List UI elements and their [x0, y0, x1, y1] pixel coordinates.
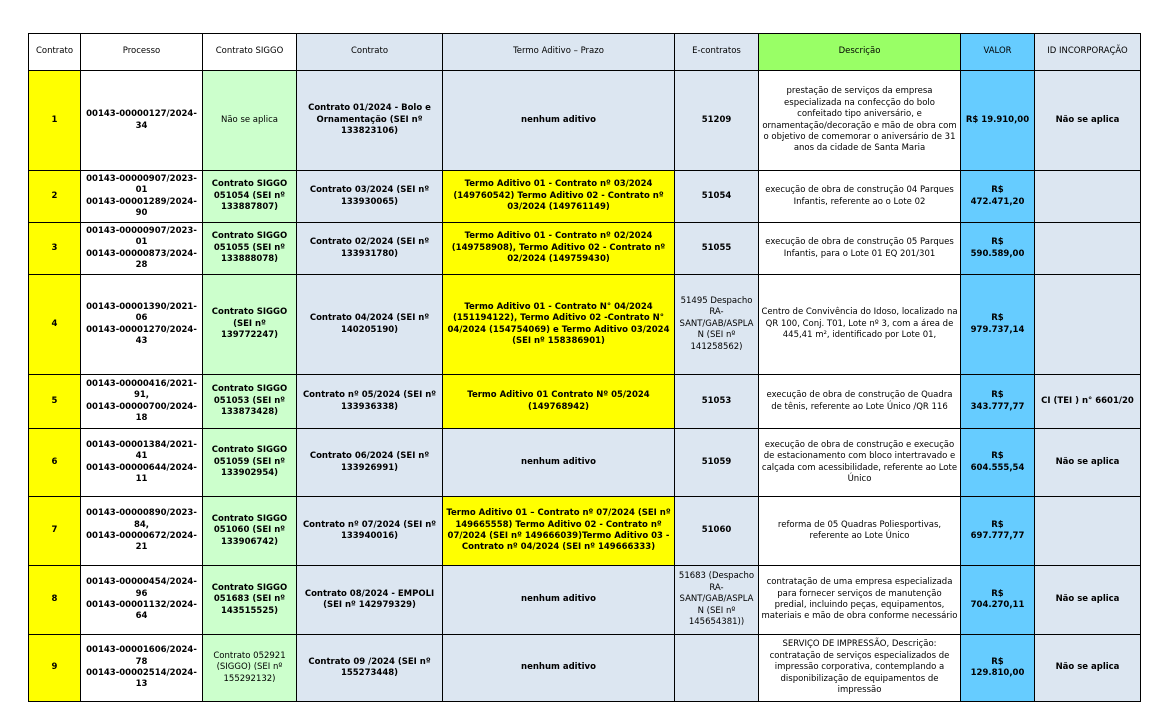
cell-num: 7 — [29, 497, 81, 566]
processo-line: 00143-00002514/2024-13 — [86, 668, 197, 690]
header-descricao: Descrição — [759, 34, 961, 71]
processo-line: 00143-00001384/2021-41 — [86, 439, 197, 462]
header-termo-aditivo: Termo Aditivo – Prazo — [443, 34, 675, 71]
cell-id — [1035, 223, 1141, 275]
cell-termo: Termo Aditivo 01 - Contrato N° 04/2024 (151194122), Termo Aditivo 02 -Contrato N° 04/2024 (154754069) e Termo Aditivo 03/2024 (SEI nº 158386901) — [443, 275, 675, 375]
processo-line: 00143-00000907/2023-01 — [86, 225, 197, 248]
cell-contrato: Contrato 02/2024 (SEI nº 133931780) — [297, 223, 443, 275]
cell-descricao: reforma de 05 Quadras Poliesportivas, referente ao Lote Único — [759, 497, 961, 566]
cell-termo: Termo Aditivo 01 - Contrato nº 03/2024 (149760542) Termo Aditivo 02 - Contrato nº 03/2024 (149761149) — [443, 171, 675, 223]
cell-econtratos: 51495 Despacho RA-SANT/GAB/ASPLAN (SEI nº 141258562) — [675, 275, 759, 375]
cell-econtratos: 51053 — [675, 375, 759, 429]
cell-termo: Termo Aditivo 01 – Contrato nº 07/2024 (SEI nº 149665558) Termo Aditivo 02 - Contrato nº 07/2024 (SEI nº 149666039)Termo Aditivo 03 - Contrato nº 04/2024 (SEI nº 149666333) — [443, 497, 675, 566]
processo-line: 00143-00000907/2023-01 — [86, 173, 197, 196]
cell-id: Não se aplica — [1035, 635, 1141, 702]
cell-descricao: execução de obra de construção 05 Parques Infantis, para o Lote 01 EQ 201/301 — [759, 223, 961, 275]
table-row — [29, 223, 1141, 275]
cell-num: 8 — [29, 566, 81, 635]
cell-siggo: Contrato SIGGO 051059 (SEI nº 133902954) — [203, 429, 297, 497]
cell-valor: R$ 697.777,77 — [961, 497, 1035, 566]
processo-line: 00143-00000700/2024-18 — [86, 401, 197, 423]
cell-processo — [81, 497, 203, 566]
cell-num: 4 — [29, 275, 81, 375]
processo-line: 00143-00000644/2024-11 — [86, 462, 197, 484]
cell-valor: R$ 19.910,00 — [961, 71, 1035, 171]
cell-descricao: execução de obra de construção de Quadra de tênis, referente ao Lote Único /QR 116 — [759, 375, 961, 429]
cell-processo — [81, 429, 203, 497]
contracts-table-wrapper — [28, 33, 1141, 702]
table-row — [29, 375, 1141, 429]
header-contrato: Contrato — [297, 34, 443, 71]
header-contrato-siggo: Contrato SIGGO — [203, 34, 297, 71]
cell-id — [1035, 171, 1141, 223]
cell-siggo: Contrato SIGGO 051054 (SEI nº 133887807) — [203, 171, 297, 223]
cell-processo — [81, 71, 203, 171]
cell-processo — [81, 223, 203, 275]
cell-id: Não se aplica — [1035, 429, 1141, 497]
contracts-table — [28, 33, 1141, 702]
cell-num: 9 — [29, 635, 81, 702]
cell-econtratos: 51055 — [675, 223, 759, 275]
table-row — [29, 635, 1141, 702]
cell-contrato: Contrato 04/2024 (SEI nº 140205190) — [297, 275, 443, 375]
header-id-incorporacao: ID INCORPORAÇÃO — [1035, 34, 1141, 71]
cell-siggo: Contrato SIGGO 051060 (SEI nº 133906742) — [203, 497, 297, 566]
processo-line: 00143-00000873/2024-28 — [86, 248, 197, 270]
cell-siggo: Contrato SIGGO (SEI nº 139772247) — [203, 275, 297, 375]
cell-contrato: Contrato nº 05/2024 (SEI nº 133936338) — [297, 375, 443, 429]
cell-num: 3 — [29, 223, 81, 275]
cell-id — [1035, 275, 1141, 375]
cell-termo: nenhum aditivo — [443, 566, 675, 635]
cell-contrato: Contrato 08/2024 - EMPOLI (SEI nº 142979329) — [297, 566, 443, 635]
cell-valor: R$ 604.555,54 — [961, 429, 1035, 497]
cell-num: 2 — [29, 171, 81, 223]
cell-valor: R$ 979.737,14 — [961, 275, 1035, 375]
cell-econtratos: 51209 — [675, 71, 759, 171]
cell-contrato: Contrato 03/2024 (SEI nº 133930065) — [297, 171, 443, 223]
cell-processo — [81, 566, 203, 635]
cell-num: 5 — [29, 375, 81, 429]
cell-descricao: Centro de Convivência do Idoso, localizado na QR 100, Conj. T01, Lote nº 3, com a área de 445,41 m², identificado por Lote 01, — [759, 275, 961, 375]
cell-siggo: Não se aplica — [203, 71, 297, 171]
processo-line: 00143-00001132/2024-64 — [86, 600, 197, 622]
cell-siggo: Contrato SIGGO 051683 (SEI nº 143515525) — [203, 566, 297, 635]
header-row — [29, 34, 1141, 71]
cell-descricao: SERVIÇO DE IMPRESSÃO, Descrição: contratação de serviços especializados de impressão corporativa, contemplando a disponibilização de equipamentos de impressão — [759, 635, 961, 702]
processo-line: 00143-00001606/2024-78 — [86, 645, 197, 667]
cell-id: Não se aplica — [1035, 566, 1141, 635]
cell-processo — [81, 171, 203, 223]
processo-line: 00143-00000672/2024-21 — [86, 531, 197, 553]
cell-siggo: Contrato SIGGO 051053 (SEI nº 133873428) — [203, 375, 297, 429]
cell-termo: Termo Aditivo 01 Contrato Nº 05/2024 (149768942) — [443, 375, 675, 429]
processo-line: 00143-00001270/2024-43 — [86, 324, 197, 346]
cell-contrato: Contrato 09 /2024 (SEI nº 155273448) — [297, 635, 443, 702]
cell-econtratos: 51054 — [675, 171, 759, 223]
header-e-contratos: E-contratos — [675, 34, 759, 71]
cell-valor: R$ 704.270,11 — [961, 566, 1035, 635]
processo-line: 00143-00000890/2023-84, — [86, 508, 197, 530]
cell-processo — [81, 635, 203, 702]
cell-termo: nenhum aditivo — [443, 429, 675, 497]
cell-termo: nenhum aditivo — [443, 71, 675, 171]
cell-valor: R$ 590.589,00 — [961, 223, 1035, 275]
processo-line: 00143-00000416/2021-91, — [86, 378, 197, 401]
cell-id: Não se aplica — [1035, 71, 1141, 171]
cell-siggo: Contrato 052921 (SIGGO) (SEI nº 155292132) — [203, 635, 297, 702]
cell-econtratos: 51060 — [675, 497, 759, 566]
cell-econtratos — [675, 635, 759, 702]
cell-econtratos: 51059 — [675, 429, 759, 497]
processo-line: 00143-00001289/2024-90 — [86, 196, 197, 218]
table-row — [29, 71, 1141, 171]
cell-descricao: execução de obra de construção e execução de estacionamento com bloco intertravado e calçada com acessibilidade, referente ao Lote Único — [759, 429, 961, 497]
table-row — [29, 171, 1141, 223]
table-row — [29, 429, 1141, 497]
cell-id — [1035, 497, 1141, 566]
cell-contrato: Contrato nº 07/2024 (SEI nº 133940016) — [297, 497, 443, 566]
processo-line: 00143-00000454/2024-96 — [86, 577, 197, 599]
cell-processo — [81, 275, 203, 375]
cell-termo: nenhum aditivo — [443, 635, 675, 702]
cell-descricao: prestação de serviços da empresa especializada na confecção do bolo confeitado tipo aniversário, e ornamentação/decoração e mão de obra com o objetivo de comemorar o aniversário de 31 anos da cidade de Santa Maria — [759, 71, 961, 171]
cell-contrato: Contrato 06/2024 (SEI nº 133926991) — [297, 429, 443, 497]
cell-descricao: contratação de uma empresa especializada para fornecer serviços de manutenção predial, incluindo peças, equipamentos, materiais e mão de obra conforme necessário — [759, 566, 961, 635]
processo-line: 00143-00000127/2024-34 — [86, 109, 197, 131]
cell-descricao: execução de obra de construção 04 Parques Infantis, referente ao o Lote 02 — [759, 171, 961, 223]
table-row — [29, 275, 1141, 375]
table-row — [29, 497, 1141, 566]
header-contrato-num: Contrato — [29, 34, 81, 71]
cell-id: CI (TEI ) n° 6601/20 — [1035, 375, 1141, 429]
header-processo: Processo — [81, 34, 203, 71]
cell-econtratos: 51683 (Despacho RA-SANT/GAB/ASPLAN (SEI nº 145654381)) — [675, 566, 759, 635]
cell-valor: R$ 343.777,77 — [961, 375, 1035, 429]
cell-num: 6 — [29, 429, 81, 497]
cell-valor: R$ 472.471,20 — [961, 171, 1035, 223]
header-valor: VALOR — [961, 34, 1035, 71]
cell-num: 1 — [29, 71, 81, 171]
cell-termo: Termo Aditivo 01 - Contrato nº 02/2024 (149758908), Termo Aditivo 02 - Contrato nº 02/2024 (149759430) — [443, 223, 675, 275]
cell-contrato: Contrato 01/2024 - Bolo e Ornamentação (SEI nº 133823106) — [297, 71, 443, 171]
table-row — [29, 566, 1141, 635]
processo-line: 00143-00001390/2021-06 — [86, 301, 197, 324]
cell-siggo: Contrato SIGGO 051055 (SEI nº 133888078) — [203, 223, 297, 275]
cell-processo — [81, 375, 203, 429]
cell-valor: R$ 129.810,00 — [961, 635, 1035, 702]
